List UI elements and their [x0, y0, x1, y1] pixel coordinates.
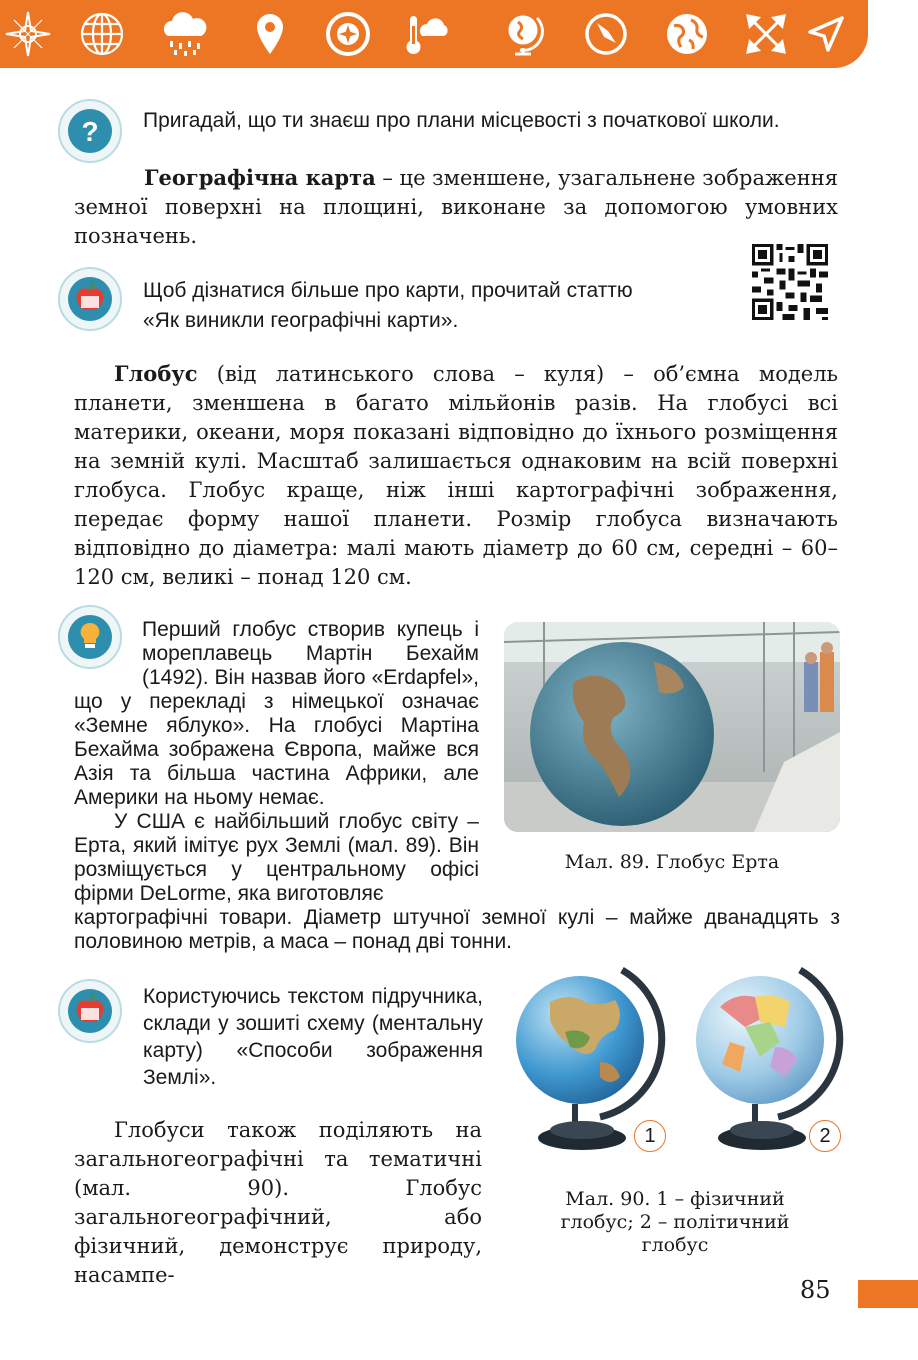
globe-text: (від латинського слова – куля) – об’ємна модель планети, зменшена в багато мільйонів разів. На глобусі всі материки, океани, моря показані відповідно до їхнього розміщення на земній кулі. Масштаб залишається однаковим на всій поверхні глобуса. Глобус краще, ніж інші картографічні зображення, передає форму нашої планети. Розмір глобуса визначають відповідно до діаметра: малі мають діаметр до 60 см, середні – 60–120 см, великі – понад 120 см. — [74, 362, 838, 589]
globe-erta-photo — [504, 622, 840, 832]
apple-task-icon — [57, 978, 123, 1044]
fact-note-p1 — [74, 618, 479, 810]
question-icon — [57, 98, 123, 164]
apple-book-icon — [57, 266, 123, 332]
globe-term: Глобус — [114, 361, 198, 386]
header-bar — [0, 0, 868, 68]
fact-note-p2a: У США є найбільший глобус світу – Ерта, який імітує рух Землі (мал. 89). Він розміщується у центральному офісі фірми DeLorme, яка виготовляє — [74, 810, 479, 905]
definition-term: Географічна карта — [144, 165, 376, 190]
read-more-line-1: Щоб дізнатися більше про карти, прочитай статтю — [143, 279, 633, 302]
fact-note-p2b: картографічні товари. Діаметр штучної земної кулі – майже дванадцять з половиною метрів, а маса – понад дві тонни. — [74, 906, 840, 953]
desk-globe-icon — [500, 10, 548, 58]
definition-paragraph — [74, 163, 838, 251]
compass-icon — [324, 10, 372, 58]
definition-text: – це зменшене, узагальнене зображення земної поверхні на площині, виконане за допомогою умовних позначень. — [74, 166, 838, 248]
globe-paragraph — [74, 359, 838, 592]
compass-rose-icon — [4, 10, 52, 58]
qr-code[interactable] — [752, 244, 828, 320]
read-more-line-2: «Як виникли географічні карти». — [143, 309, 459, 332]
fig89-caption: Мал. 89. Глобус Ерта — [564, 851, 780, 873]
page-number: 85 — [800, 1276, 831, 1304]
task-note: Користуючись текстом підручника, склади у зошиті схему (ментальну карту) «Способи зображення Землі». — [143, 985, 483, 1089]
globe-grid-icon — [78, 10, 126, 58]
earth-icon — [663, 10, 711, 58]
location-pin-icon — [246, 10, 294, 58]
globe-label-2: 2 — [809, 1120, 841, 1152]
compass-needle-icon — [582, 10, 630, 58]
globe-label-1: 1 — [634, 1120, 666, 1152]
question-note: Пригадай, що ти знаєш про плани місцевості з початкової школи. — [143, 109, 780, 132]
thermometer-cloud-icon — [402, 10, 450, 58]
page-number-bar — [858, 1280, 918, 1308]
fact-note-p1-text: Перший глобус створив купець і мореплавець Мартін Бехайм (1492). Він назвав його «Erdapfel», що у перекладі з німецької означає «Земне яблуко». На глобусі Мартіна Бехайма зображена Європа, майже вся Азія та більша частина Африки, але Америки на ньому немає. — [74, 618, 479, 809]
navigation-arrow-icon — [802, 10, 850, 58]
fig90-caption: Мал. 90. 1 – фізичний глобус; 2 – політичний глобус — [560, 1188, 790, 1256]
svg-text:?: ? — [81, 116, 99, 147]
read-more-note — [143, 276, 743, 336]
last-paragraph: Глобуси також поділяють на загальногеографічні та тематичні (мал. 90). Глобус загальногеографічний, або фізичний, демонструє природу, насампе- — [74, 1118, 482, 1287]
cross-arrows-icon — [742, 10, 790, 58]
icon-wrap-space — [74, 618, 142, 668]
rain-cloud-icon — [160, 10, 208, 58]
